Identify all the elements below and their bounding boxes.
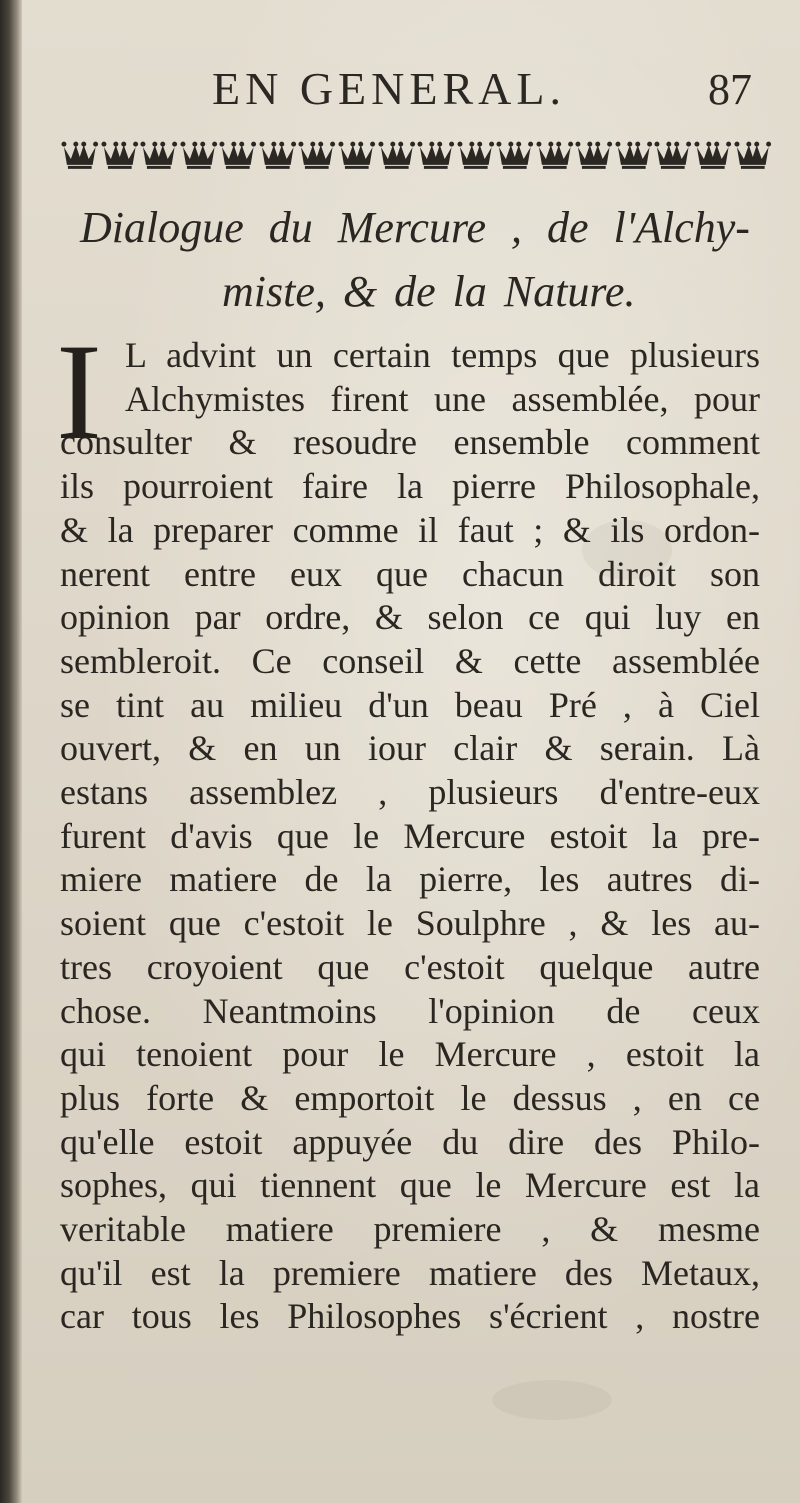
text-line: consulter & resoudre ensemble comment <box>60 422 760 463</box>
crown-icon <box>495 139 535 173</box>
crown-icon <box>653 139 693 173</box>
chapter-title <box>62 196 782 324</box>
text-line: car tous les Philosophes s'écrient , nostre <box>60 1296 760 1337</box>
text-line: & la preparer comme il faut ; & ils ordon- <box>60 509 760 550</box>
text-line: qu'elle estoit appuyée du dire des Philo- <box>60 1121 760 1162</box>
crown-icon <box>337 139 377 173</box>
crown-icon <box>693 139 733 173</box>
crown-icon <box>218 139 258 173</box>
crown-icon <box>297 139 337 173</box>
crown-icon <box>377 139 417 173</box>
text-line: qui tenoient pour le Mercure , estoit la <box>60 1034 760 1075</box>
crown-icon <box>60 139 100 173</box>
crown-icon <box>614 139 654 173</box>
text-line: sophes, qui tiennent que le Mercure est la <box>60 1165 760 1206</box>
text-line: veritable matiere premiere , & mesme <box>60 1209 760 1250</box>
text-line: qu'il est la premiere matiere des Metaux, <box>60 1252 760 1293</box>
text-line: ouvert, & en un iour clair & serain. Là <box>60 728 760 769</box>
text-line: opinion par ordre, & selon ce qui luy en <box>60 597 760 638</box>
crown-icon <box>258 139 298 173</box>
text-line: estans assemblez , plusieurs d'entre-eux <box>60 772 760 813</box>
crown-icon <box>574 139 614 173</box>
page-smudge <box>492 1380 612 1420</box>
crown-ornament-band <box>60 136 772 176</box>
crown-icon <box>456 139 496 173</box>
crown-icon <box>733 139 773 173</box>
text-line: soient que c'estoit le Soulphre , & les au- <box>60 903 760 944</box>
text-line: tres croyoient que c'estoit quelque autre <box>60 946 760 987</box>
body-paragraph <box>60 334 760 1339</box>
crown-icon <box>139 139 179 173</box>
text-line: plus forte & emportoit le dessus , en ce <box>60 1077 760 1118</box>
book-binding-shadow <box>0 0 22 1503</box>
text-line: ils pourroient faire la pierre Philosophale, <box>60 466 760 507</box>
crown-icon <box>179 139 219 173</box>
page-header <box>22 62 782 122</box>
text-line: se tint au milieu d'un beau Pré , à Ciel <box>60 684 760 725</box>
crown-icon <box>535 139 575 173</box>
crown-icon <box>416 139 456 173</box>
running-head: EN GENERAL. <box>212 63 566 114</box>
text-line: furent d'avis que le Mercure estoit la pre- <box>60 815 760 856</box>
chapter-title-line-1: Dialogue du Mercure , de l'Alchy- <box>80 203 750 252</box>
page-number: 87 <box>708 65 752 114</box>
text-line: chose. Neantmoins l'opinion de ceux <box>60 990 760 1031</box>
text-line: Alchymistes firent une assemblée, pour <box>125 378 760 419</box>
drop-cap: I <box>56 315 102 468</box>
text-line: sembleroit. Ce conseil & cette assemblée <box>60 640 760 681</box>
book-page <box>22 0 800 1503</box>
chapter-title-line-2: miste, & de la Nature. <box>222 267 636 316</box>
text-line: nerent entre eux que chacun diroit son <box>60 553 760 594</box>
text-line: L advint un certain temps que plusieurs <box>125 335 760 375</box>
crown-icon <box>100 139 140 173</box>
text-line: miere matiere de la pierre, les autres di- <box>60 859 760 900</box>
